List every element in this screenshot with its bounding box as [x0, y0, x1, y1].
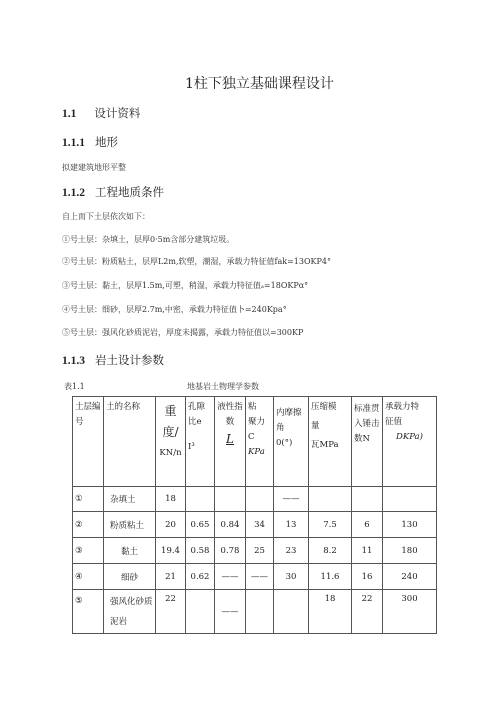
cell-compression-modulus: 8.2: [309, 538, 352, 564]
cell-cohesion: 25: [246, 538, 274, 564]
cell-unit-weight: 18: [156, 487, 186, 512]
document-title: 1柱下独立基础课程设计: [185, 76, 334, 92]
cell-liquidity-index: 0.78: [215, 538, 246, 564]
cell-cohesion: ——: [246, 564, 274, 590]
cell-friction-angle: 30: [274, 564, 309, 590]
table-title: 地基岩土物理学参数: [187, 382, 259, 391]
table-row: [73, 564, 437, 590]
cell-bearing-capacity: 300: [383, 590, 437, 634]
header-bearing-capacity: 承载力特 征值 DKPa): [383, 397, 437, 487]
cell-void-ratio: 0.58: [186, 538, 215, 564]
cell-void-ratio: [186, 590, 215, 634]
cell-friction-angle: 23: [274, 538, 309, 564]
cell-friction-angle: ——: [274, 487, 309, 512]
cell-unit-weight: 21: [156, 564, 186, 590]
layer-line: ③号土层：黏土，层厚1.5m,可塑，稍湿，承载力特征值ₐ=18OKPα°: [62, 281, 309, 290]
layer-line: ①号土层：杂填土，层厚0·5m含部分建筑垃圾。: [62, 235, 235, 244]
cell-unit-weight: 22: [156, 590, 186, 634]
cell-compression-modulus: 11.6: [309, 564, 352, 590]
table-row: [73, 487, 437, 512]
section-heading-1-1-1: 1.1.1 地形: [62, 135, 118, 149]
cell-compression-modulus: [309, 487, 352, 512]
header-liquidity-index: 液性指 数 L: [215, 397, 246, 487]
section-heading-1-1: 1.1 设计资料: [62, 106, 141, 120]
cell-spt-blows: 6: [352, 512, 383, 538]
header-soil-name: 土的名称: [104, 397, 156, 487]
layer-line: ②号土层：粉质粘土，层厚L2m,软塑，潮湿，承载力特征值fak=13OKP4°: [62, 257, 331, 266]
cell-cohesion: [246, 487, 274, 512]
cell-void-ratio: 0.62: [186, 564, 215, 590]
header-cohesion: 粘 聚力C KPa: [246, 397, 274, 487]
section-heading-1-1-2: 1.1.2 工程地质条件: [62, 185, 164, 199]
cell-unit-weight: 20: [156, 512, 186, 538]
cell-soil-name: 黏土: [104, 538, 156, 564]
layer-line: ⑤号土层：强风化砂质泥岩，厚度未揭露，承载力特征值以=300KP: [62, 328, 304, 337]
cell-layer-no: ⑤: [73, 590, 104, 634]
cell-spt-blows: [352, 487, 383, 512]
cell-layer-no: ②: [73, 512, 104, 538]
cell-soil-name: 杂填土: [104, 487, 156, 512]
section-heading-1-1-3: 1.1.3 岩土设计参数: [62, 353, 164, 367]
cell-cohesion: [246, 590, 274, 634]
cell-unit-weight: 19.4: [156, 538, 186, 564]
cell-compression-modulus: 18: [309, 590, 352, 634]
cell-spt-blows: 11: [352, 538, 383, 564]
cell-void-ratio: [186, 487, 215, 512]
soil-parameter-table: [72, 396, 437, 634]
cell-compression-modulus: 7.5: [309, 512, 352, 538]
cell-liquidity-index: 0.84: [215, 512, 246, 538]
cell-layer-no: ④: [73, 564, 104, 590]
cell-bearing-capacity: 240: [383, 564, 437, 590]
layer-line: ④号土层：细砂，层厚2.7m,中密，承载力特征值卜=240Kpa°: [62, 305, 287, 314]
header-spt-blows: 标准贯 入锤击 数N: [352, 397, 383, 487]
header-unit-weight: 重 度/ KN/n: [156, 397, 186, 487]
header-friction-angle: 内摩擦角 0(°): [274, 397, 309, 487]
cell-soil-name: 粉质粘土: [104, 512, 156, 538]
header-void-ratio: 孔隙 比e I³: [186, 397, 215, 487]
cell-spt-blows: 16: [352, 564, 383, 590]
table-row: [73, 538, 437, 564]
cell-bearing-capacity: 130: [383, 512, 437, 538]
cell-layer-no: ①: [73, 487, 104, 512]
cell-friction-angle: 13: [274, 512, 309, 538]
header-layer-no: 土层编 号: [73, 397, 104, 487]
cell-cohesion: 34: [246, 512, 274, 538]
header-compression-modulus: 压缩模 量 瓦MPa: [309, 397, 352, 487]
table-header-row: [73, 397, 437, 487]
table-label: 表1.1: [64, 382, 85, 391]
cell-friction-angle: [274, 590, 309, 634]
cell-void-ratio: 0.65: [186, 512, 215, 538]
cell-liquidity-index: [215, 487, 246, 512]
cell-soil-name: 细砂: [104, 564, 156, 590]
table-row: [73, 590, 437, 634]
terrain-text: 拟建建筑地形平整: [62, 163, 126, 172]
layers-intro: 自上而下土层依次如下：: [62, 212, 150, 221]
table-row: [73, 512, 437, 538]
cell-spt-blows: 22: [352, 590, 383, 634]
cell-bearing-capacity: 180: [383, 538, 437, 564]
cell-bearing-capacity: [383, 487, 437, 512]
cell-liquidity-index: ——: [215, 564, 246, 590]
cell-soil-name: 强风化砂质泥岩: [104, 590, 156, 634]
cell-liquidity-index: ——: [215, 590, 246, 634]
cell-layer-no: ③: [73, 538, 104, 564]
